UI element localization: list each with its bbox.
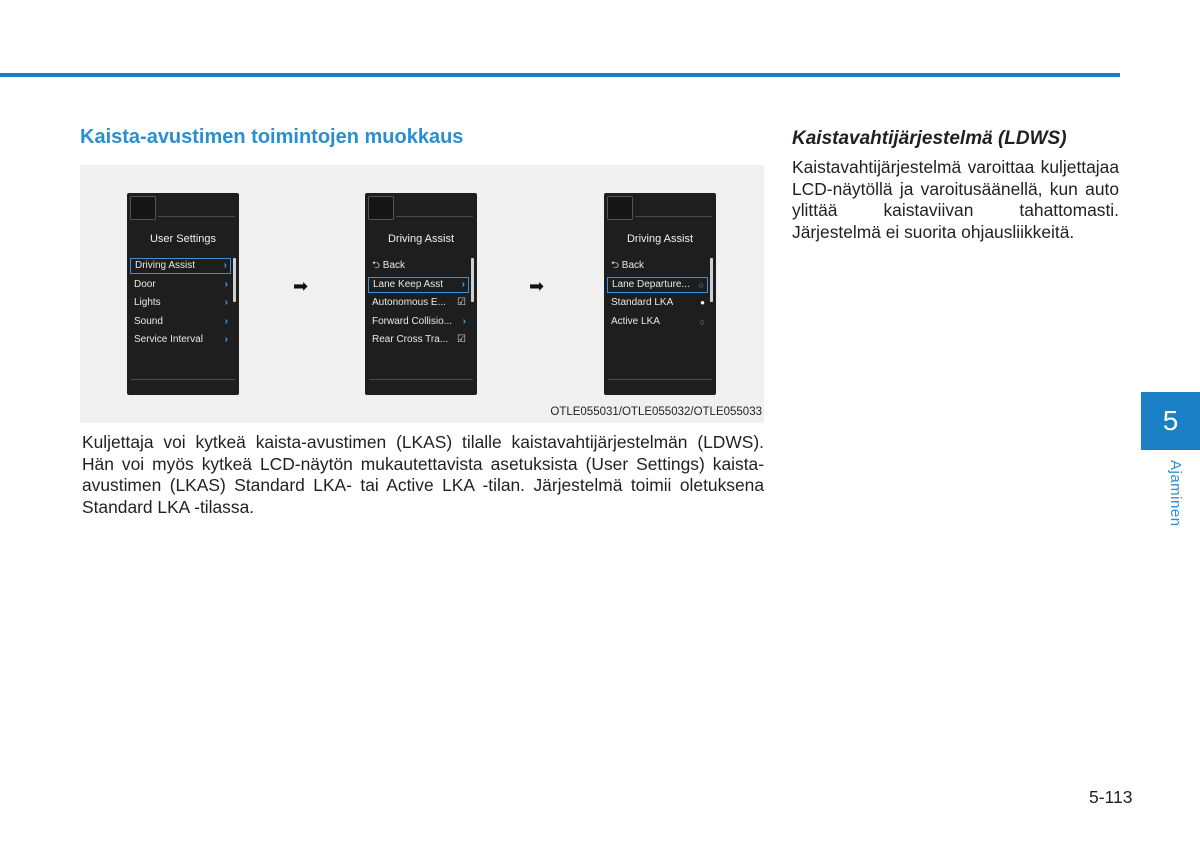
section-title: Kaista-avustimen toimintojen muokkaus [80, 126, 464, 148]
menu-item-sound[interactable]: Sound › [130, 314, 231, 330]
top-rule [0, 73, 1120, 77]
chevron-right-icon: › [224, 297, 228, 308]
radio-unselected-icon: ○ [699, 316, 705, 327]
body-paragraph: Kuljettaja voi kytkeä kaista-avustimen (LKAS) tilalle kaistavahtijärjestelmän (LDWS). Hän voi myös kytkeä LCD-näytön mukautettavista asetuksista (User Settings) kaista-avustimen (LKAS) Standard LKA- tai Active LKA -tilan. Järjestelmä toimii oletuksena Standard LKA -tilassa. [82, 432, 764, 517]
scrollbar[interactable] [710, 258, 713, 302]
chevron-right-icon: › [223, 260, 227, 271]
menu-item-back[interactable]: ⮌ Back [372, 260, 406, 271]
checkbox-checked-icon: ☑ [457, 334, 466, 345]
menu-item-forward-collision[interactable]: Forward Collisio... › [368, 314, 469, 330]
menu-item-rear-cross-traffic[interactable]: Rear Cross Tra... ☑ [368, 332, 469, 348]
chevron-right-icon: › [224, 315, 228, 327]
screen-corner-box [130, 196, 156, 220]
scrollbar[interactable] [233, 258, 236, 302]
menu-item-lights[interactable]: Lights › [130, 295, 231, 311]
lcd-screen-lane-mode [604, 193, 716, 395]
menu-item-service-interval[interactable]: Service Interval › [130, 332, 231, 348]
figure-caption: OTLE055031/OTLE055032/OTLE055033 [550, 406, 762, 418]
lcd-screen-user-settings [127, 193, 239, 395]
chapter-name: Ajaminen [1167, 460, 1184, 527]
chapter-number: 5 [1162, 405, 1179, 436]
menu-list [368, 258, 469, 351]
chevron-right-icon: › [224, 278, 228, 290]
screen-title: Driving Assist [626, 233, 694, 245]
menu-item-active-lka[interactable]: Active LKA ○ [607, 314, 708, 330]
menu-list [607, 258, 708, 332]
settings-figure [80, 165, 764, 423]
menu-item-lane-departure[interactable]: Lane Departure... ○ [607, 277, 708, 293]
lcd-screen-driving-assist [365, 193, 477, 395]
ldws-paragraph: Kaistavahtijärjestelmä varoittaa kuljettajaa LCD-näytöllä ja varoitusäänellä, kun auto ylittää kaistaviivan tahattomasti. Järjestelmä ei suorita ohjausliikkeitä. [792, 157, 1119, 242]
menu-item-lane-keep-asst[interactable]: Lane Keep Asst › [368, 277, 469, 293]
menu-item-driving-assist[interactable]: Driving Assist › [130, 258, 231, 274]
radio-unselected-icon: ○ [698, 279, 704, 290]
ldws-subtitle: Kaistavahtijärjestelmä (LDWS) [792, 128, 1067, 149]
arrow-right-icon: ➡ [529, 276, 545, 296]
scrollbar[interactable] [471, 258, 474, 302]
chevron-right-icon: › [224, 334, 228, 345]
page-number: 5-113 [1089, 787, 1133, 807]
screen-corner-box [368, 196, 394, 220]
menu-item-door[interactable]: Door › [130, 277, 231, 293]
chapter-tab [1141, 392, 1200, 450]
chevron-right-icon: › [462, 315, 466, 327]
arrow-right-icon: ➡ [293, 276, 309, 296]
checkbox-checked-icon: ☑ [457, 297, 466, 308]
screen-title: User Settings [149, 233, 217, 245]
menu-item-autonomous-emergency[interactable]: Autonomous E... ☑ [368, 295, 469, 311]
screen-title: Driving Assist [387, 233, 455, 245]
menu-list [130, 258, 231, 351]
chevron-right-icon: › [461, 278, 465, 290]
screen-corner-box [607, 196, 633, 220]
radio-selected-icon: ● [700, 298, 705, 307]
menu-item-back[interactable]: ⮌ Back [611, 260, 645, 271]
menu-item-standard-lka[interactable]: Standard LKA ● [607, 295, 708, 311]
